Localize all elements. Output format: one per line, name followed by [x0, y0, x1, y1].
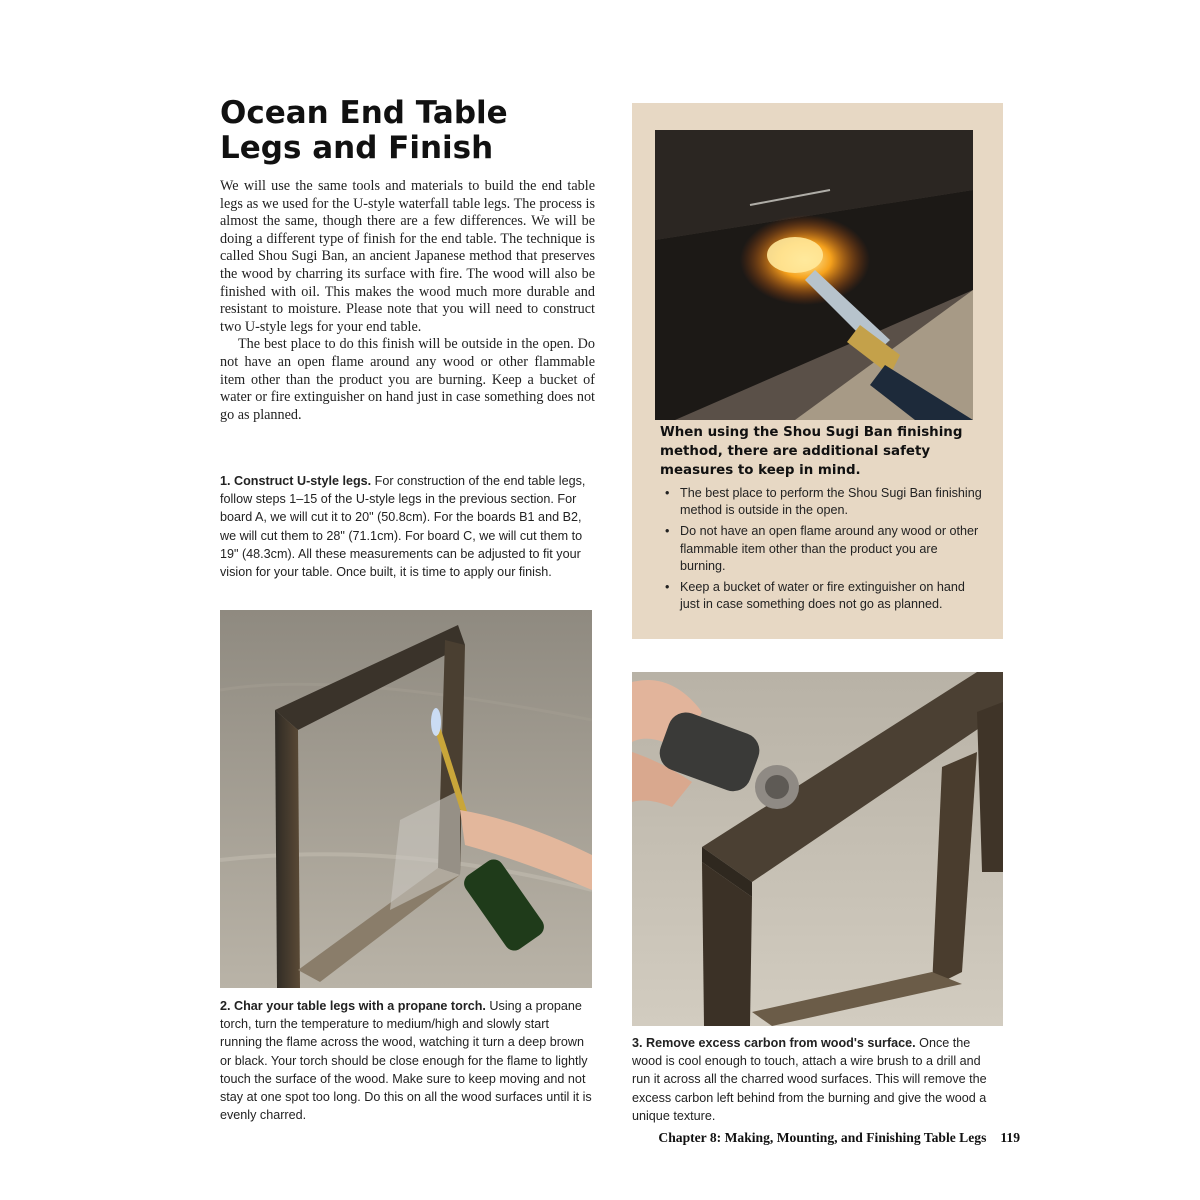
title-line-2: Legs and Finish — [220, 130, 494, 166]
photo-torch-flame-closeup — [655, 130, 973, 420]
sidebar-title: When using the Shou Sugi Ban finishing method, there are additional safety measures to keep in mind. — [660, 425, 963, 478]
sidebar-list — [662, 485, 982, 617]
title-line-1: Ocean End Table — [220, 95, 508, 131]
sidebar-item — [662, 523, 982, 575]
page-title — [220, 96, 600, 166]
intro-text — [220, 178, 595, 424]
intro-paragraph-1: We will use the same tools and materials to build the end table legs as we used for the U-style waterfall table legs. The process is almost the same, though there are a few differences. We will be doing a different type of finish for the end table. The technique is called Shou Sugi Ban, an ancient Japanese method that preserves the wood by charring its surface with fire. The wood will also be finished with oil. This makes the wood much more durable and resistant to moisture. Please note that you will need to construct two U-style legs for your end table. — [220, 178, 595, 335]
intro-paragraph-2: The best place to do this finish will be outside in the open. Do not have an open flame around any wood or other flammable item other than the product you are burning. Keep a bucket of water or fire extinguisher on hand just in case something does not go as planned. — [220, 336, 595, 423]
sidebar-item — [662, 579, 982, 613]
bullet-icon: • — [665, 486, 670, 500]
step-1-heading: 1. Construct U-style legs. — [220, 474, 372, 488]
bullet-icon: • — [665, 524, 670, 539]
step-3-heading: 3. Remove excess carbon from wood's surface. — [632, 1036, 916, 1050]
sidebar-item-text: Keep a bucket of water or fire extinguisher on hand just in case something does not go as planned. — [680, 580, 965, 612]
step-3-text: Once the wood is cool enough to touch, attach a wire brush to a drill and run it across all the charred wood surfaces. This will remove the excess carbon left behind from the burning and give the wood a unique texture. — [632, 1036, 987, 1123]
step-2 — [220, 997, 592, 1124]
step-1-text: For construction of the end table legs, follow steps 1–15 of the U-style legs in the previous section. For board A, we will cut it to 20" (50.8cm). For the boards B1 and B2, we will cut them to 28" (71.1cm). For board C, we will cut them to 19" (48.3cm). All these measurements can be adjusted to fit your vision for your table. Once built, it is time to apply our finish. — [220, 474, 586, 580]
bullet-icon: • — [665, 580, 670, 595]
page-number: 119 — [1000, 1130, 1020, 1145]
step-3 — [632, 1034, 1002, 1125]
step-2-text: Using a propane torch, turn the temperature to medium/high and slowly start running the flame across the wood, watching it turn a deep brown or black. Your torch should be close enough for the flame to lightly touch the surface of the wood. Make sure to keep moving and not stay at one spot too long. Do this on all the wood surfaces until it is evenly charred. — [220, 999, 592, 1123]
photo-torch-charring-leg — [220, 610, 592, 988]
sidebar-item-text: Do not have an open flame around any wood or other flammable item other than the product you are burning. — [680, 524, 979, 573]
sidebar-item — [662, 485, 982, 519]
step-2-heading: 2. Char your table legs with a propane torch. — [220, 999, 486, 1013]
photo-wire-brush-drill — [632, 672, 1003, 1026]
step-1 — [220, 472, 592, 581]
page-footer — [620, 1130, 1020, 1146]
chapter-title: Chapter 8: Making, Mounting, and Finishing Table Legs — [658, 1130, 987, 1145]
sidebar-item-text: The best place to perform the Shou Sugi Ban finishing method is outside in the open. — [680, 486, 982, 518]
